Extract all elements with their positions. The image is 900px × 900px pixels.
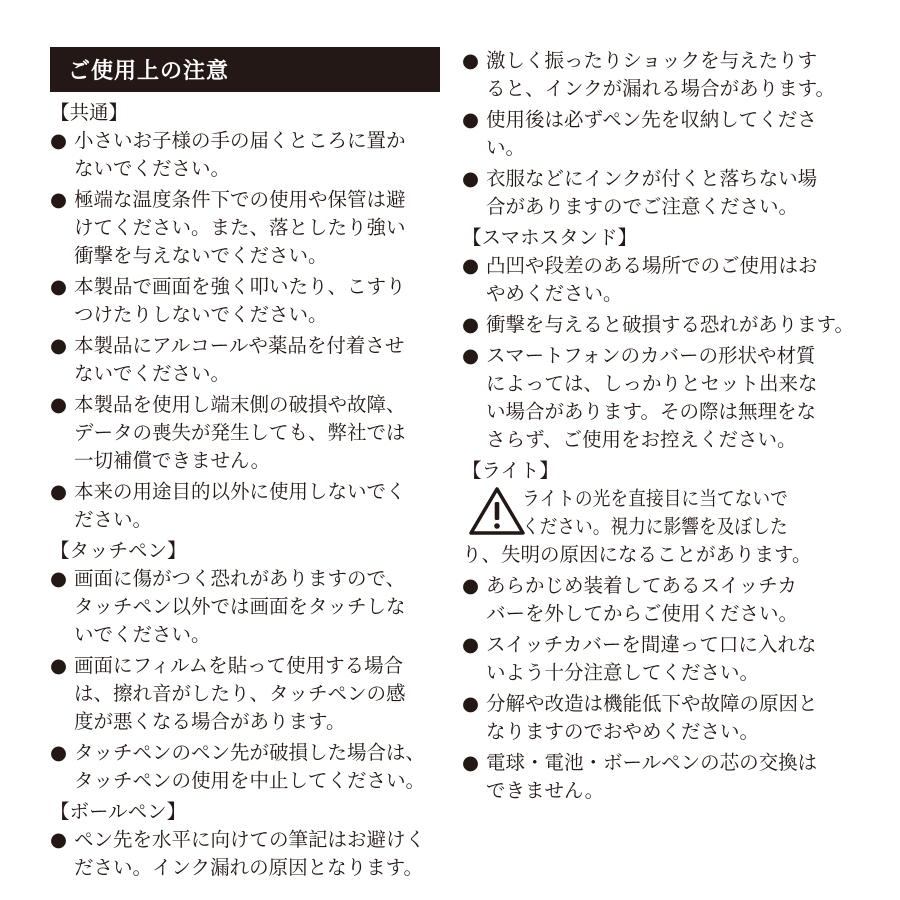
list-item-text: やめください。: [486, 282, 623, 305]
warning-line: ライトの光を直接目に当てないで: [522, 487, 788, 510]
list-item-text: 画面にフィルムを貼って使用する場合: [74, 654, 404, 677]
right-column: [462, 47, 854, 808]
list-item: [50, 186, 440, 270]
list-item: [462, 252, 854, 308]
section-header-smartphone-stand: 【スマホスタンド】: [462, 226, 638, 249]
list-item-text: スマートフォンのカバーの形状や材質: [486, 344, 816, 367]
list-item-text: タッチペンのペン先が破損した場合は、: [74, 741, 426, 764]
list-item: [50, 332, 440, 388]
bullet-dot-icon: ●: [50, 393, 68, 416]
bullet-dot-icon: ●: [50, 567, 68, 590]
list-item: [462, 572, 854, 628]
smartphone-stand-list: [462, 252, 854, 454]
list-item-text: 本製品で画面を強く叩いたり、こすり: [74, 275, 406, 298]
list-item-text: あらかじめ装着してあるスイッチカ: [486, 574, 797, 597]
bullet-dot-icon: ●: [462, 344, 480, 367]
list-item-text: ださい。インク漏れの原因となります。: [74, 856, 424, 879]
list-item-text: 極端な温度条件下での使用や保管は避: [74, 188, 406, 211]
list-item-text: 分解や改造は機能低下や故障の原因と: [486, 692, 818, 715]
list-item-text: 使用後は必ずペン先を収納してくださ: [486, 108, 817, 131]
bullet-dot-icon: ●: [50, 334, 68, 357]
list-item-text: なりますのでおやめください。: [486, 720, 760, 743]
list-item: [50, 826, 440, 882]
bullet-dot-icon: ●: [462, 751, 480, 774]
bullet-dot-icon: ●: [462, 574, 480, 597]
list-item-text: 本製品にアルコールや薬品を付着させ: [74, 334, 405, 357]
left-column: [50, 47, 440, 885]
list-item-text: タッチペン以外では画面をタッチしな: [74, 595, 406, 618]
bullet-dot-icon: ●: [50, 828, 68, 851]
list-item: [50, 478, 440, 534]
list-item-text: によっては、しっかりとセット出来な: [486, 372, 818, 395]
section-header-light: 【ライト】: [462, 459, 559, 482]
page-title: ご使用上の注意: [68, 59, 230, 84]
list-item: [50, 273, 440, 329]
bullet-dot-icon: ●: [50, 275, 68, 298]
bullet-dot-icon: ●: [462, 254, 480, 277]
list-item: [462, 165, 854, 221]
list-item-text: 小さいお子様の手の届くところに置か: [74, 129, 406, 152]
list-item: [462, 690, 854, 746]
warning-line: ください。視力に影響を及ぼした: [521, 515, 788, 538]
list-item-text: つけたりしないでください。: [74, 303, 328, 326]
bullet-dot-icon: ●: [462, 108, 480, 131]
list-item-text: 凸凹や段差のある場所でのご使用はお: [486, 254, 818, 277]
list-item-text: い。: [486, 136, 526, 159]
list-item-text: 衝撃を与えると破損する恐れがあります。: [486, 313, 854, 336]
list-item-text: 合がありますのでご注意ください。: [486, 195, 799, 218]
list-item: [50, 391, 440, 475]
list-item-text: 本来の用途目的以外に使用しないでく: [74, 480, 406, 503]
list-item-text: いでください。: [74, 623, 211, 646]
list-item-text: ペン先を水平に向けての筆記はお避けく: [74, 828, 426, 851]
title-bar: [50, 47, 440, 92]
list-item-text: いよう十分注意してください。: [486, 661, 760, 684]
bullet-dot-icon: ●: [462, 633, 480, 656]
touch-pen-list: [50, 565, 440, 795]
list-item-text: 衝撃を与えないでください。: [74, 244, 328, 267]
list-item-text: ると、インクが漏れる場合があります。: [486, 77, 836, 100]
list-item-text: 本製品を使用し端末側の破損や故障、: [74, 393, 406, 416]
list-item-text: 画面に傷がつく恐れがありますので、: [74, 567, 406, 590]
light-warning: [462, 485, 854, 569]
common-list: [50, 127, 440, 534]
list-item: [50, 565, 440, 649]
list-item: [50, 127, 440, 183]
list-item-text: 激しく振ったりショックを与えたりす: [486, 49, 818, 72]
list-item: [50, 652, 440, 736]
warning-line: り、失明の原因になることがあります。: [462, 543, 812, 566]
bullet-dot-icon: ●: [462, 49, 480, 72]
list-item-text: い場合があります。その際は無理をな: [486, 400, 816, 423]
list-item-text: タッチペンの使用を中止してください。: [74, 769, 426, 792]
section-header-common: 【共通】: [50, 101, 129, 124]
list-item-text: ないでください。: [74, 157, 231, 180]
list-item-text: スイッチカバーを間違って口に入れな: [486, 633, 817, 656]
ballpen-list-left: [50, 826, 440, 882]
list-item: [50, 739, 440, 795]
list-item: [462, 47, 854, 103]
bullet-dot-icon: ●: [50, 480, 68, 503]
bullet-dot-icon: ●: [50, 129, 68, 152]
list-item: [462, 106, 854, 162]
list-item-text: バーを外してからご使用ください。: [486, 602, 799, 625]
list-item-text: 衣服などにインクが付くと落ちない場: [486, 167, 818, 190]
bullet-dot-icon: ●: [50, 188, 68, 211]
list-item-text: できません。: [486, 779, 605, 802]
list-item-text: 一切補償できません。: [74, 449, 271, 472]
list-item-text: ないでください。: [74, 362, 231, 385]
list-item-text: ださい。: [74, 508, 153, 531]
list-item-text: けてください。また、落としたり強い: [74, 216, 406, 239]
list-item: [462, 631, 854, 687]
list-item: [462, 342, 854, 454]
bullet-dot-icon: ●: [462, 313, 480, 336]
list-item: [462, 749, 854, 805]
list-item: [462, 311, 854, 339]
section-header-touch-pen: 【タッチペン】: [50, 539, 187, 562]
bullet-dot-icon: ●: [462, 692, 480, 715]
bullet-dot-icon: ●: [462, 167, 480, 190]
list-item-text: データの喪失が発生しても、弊社では: [74, 421, 406, 444]
bullet-dot-icon: ●: [50, 654, 68, 677]
section-header-ballpen: 【ボールペン】: [50, 800, 187, 823]
list-item-text: 度が悪くなる場合があります。: [74, 710, 346, 733]
list-item-text: 電球・電池・ボールペンの芯の交換は: [486, 751, 818, 774]
list-item-text: は、擦れ音がしたり、タッチペンの感: [74, 682, 406, 705]
light-list: [462, 572, 854, 805]
list-item-text: さらず、ご使用をお控えください。: [486, 428, 797, 451]
bullet-dot-icon: ●: [50, 741, 68, 764]
ballpen-list-right: [462, 47, 854, 221]
